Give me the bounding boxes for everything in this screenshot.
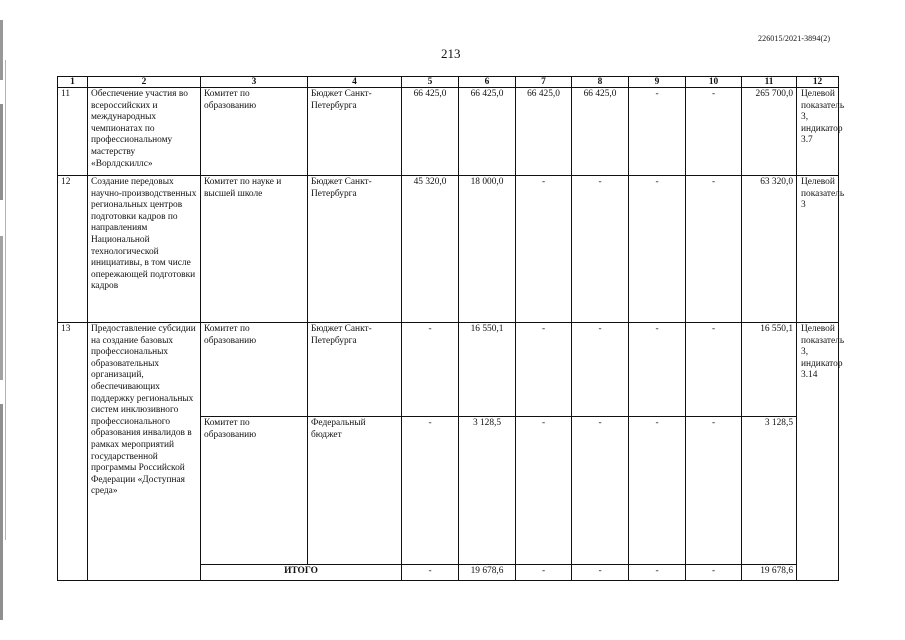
value-cell: - <box>516 176 572 323</box>
value-cell: 18 000,0 <box>459 176 516 323</box>
document-number: 226015/2021-3894(2) <box>758 34 831 43</box>
row-number: 13 <box>58 323 88 581</box>
total-value-cell: 3 128,5 <box>742 417 797 565</box>
scan-edge-mark <box>0 20 3 620</box>
table-row <box>58 323 839 417</box>
total-label: ИТОГО <box>201 565 402 581</box>
activity-cell: Создание передовых научно-производственных региональных центров подготовки кадров по направлениям Национальной технологической инициативы, в том числе опережающей подготовки кадров <box>88 176 201 323</box>
total-value-cell: 16 550,1 <box>742 323 797 417</box>
value-cell: - <box>686 176 742 323</box>
indicator-cell: Целевой показатель 3 <box>797 176 839 323</box>
value-cell: - <box>572 417 629 565</box>
column-header: 12 <box>797 77 839 88</box>
source-cell: Бюджет Санкт-Петербурга <box>308 323 402 417</box>
value-cell: - <box>686 417 742 565</box>
program-activities-table <box>57 76 845 581</box>
executor-cell: Комитет по образованию <box>201 88 308 176</box>
value-cell: - <box>686 323 742 417</box>
value-cell: 66 425,0 <box>402 88 459 176</box>
column-header: 2 <box>88 77 201 88</box>
value-cell: - <box>402 565 459 581</box>
value-cell: 3 128,5 <box>459 417 516 565</box>
column-header: 10 <box>686 77 742 88</box>
value-cell: - <box>572 323 629 417</box>
executor-cell: Комитет по науке и высшей школе <box>201 176 308 323</box>
total-value-cell: 265 700,0 <box>742 88 797 176</box>
activity-cell: Обеспечение участия во всероссийских и международных чемпионатах по профессиональному мастерству «Ворлдскиллс» <box>88 88 201 176</box>
value-cell: 19 678,6 <box>459 565 516 581</box>
table-header-row <box>58 77 839 88</box>
row-number: 11 <box>58 88 88 176</box>
indicator-cell: Целевой показатель 3, индикатор 3.7 <box>797 88 839 176</box>
value-cell: - <box>402 323 459 417</box>
value-cell: - <box>629 417 686 565</box>
value-cell: - <box>629 323 686 417</box>
column-header: 3 <box>201 77 308 88</box>
value-cell: - <box>516 565 572 581</box>
value-cell: 66 425,0 <box>572 88 629 176</box>
value-cell: - <box>629 176 686 323</box>
value-cell: - <box>629 88 686 176</box>
value-cell: - <box>572 176 629 323</box>
value-cell: - <box>686 88 742 176</box>
value-cell: - <box>516 417 572 565</box>
value-cell: - <box>686 565 742 581</box>
scan-edge-line <box>5 60 6 540</box>
value-cell: 66 425,0 <box>459 88 516 176</box>
total-value-cell: 19 678,6 <box>742 565 797 581</box>
value-cell: 16 550,1 <box>459 323 516 417</box>
value-cell: 66 425,0 <box>516 88 572 176</box>
table-row <box>58 176 839 323</box>
column-header: 5 <box>402 77 459 88</box>
value-cell: - <box>629 565 686 581</box>
column-header: 9 <box>629 77 686 88</box>
executor-cell: Комитет по образованию <box>201 417 308 565</box>
value-cell: - <box>572 565 629 581</box>
table-row <box>58 88 839 176</box>
value-cell: - <box>516 323 572 417</box>
source-cell: Бюджет Санкт-Петербурга <box>308 88 402 176</box>
indicator-cell: Целевой показатель 3, индикатор 3.14 <box>797 323 839 581</box>
row-number: 12 <box>58 176 88 323</box>
activity-cell: Предоставление субсидии на создание базовых профессиональных образовательных организаций, обеспечивающих поддержку региональных систем инклюзивного профессионального образования инвалидов в рамках мероприятий государственной программы Российской Федерации «Доступная среда» <box>88 323 201 581</box>
value-cell: 45 320,0 <box>402 176 459 323</box>
value-cell: - <box>402 417 459 565</box>
column-header: 6 <box>459 77 516 88</box>
column-header: 7 <box>516 77 572 88</box>
total-value-cell: 63 320,0 <box>742 176 797 323</box>
column-header: 1 <box>58 77 88 88</box>
column-header: 8 <box>572 77 629 88</box>
source-cell: Бюджет Санкт-Петербурга <box>308 176 402 323</box>
page-number: 213 <box>441 46 461 61</box>
executor-cell: Комитет по образованию <box>201 323 308 417</box>
column-header: 11 <box>742 77 797 88</box>
source-cell: Федеральный бюджет <box>308 417 402 565</box>
column-header: 4 <box>308 77 402 88</box>
